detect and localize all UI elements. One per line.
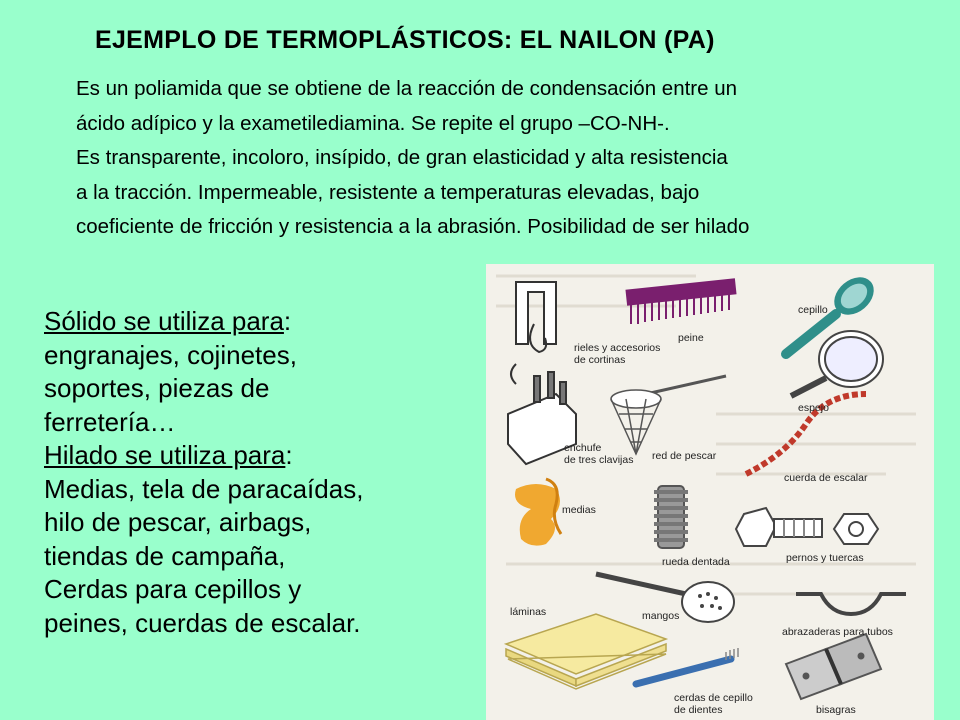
- thread-uses-heading: Hilado se utiliza para: [44, 440, 286, 470]
- label-mangos: mangos: [642, 610, 680, 622]
- thread-uses-line: Medias, tela de paracaídas,: [44, 473, 364, 504]
- label-cepillo: cepillo: [798, 304, 828, 316]
- solid-uses-line: engranajes, cojinetes,: [44, 339, 297, 370]
- illustration-drawings: [486, 264, 934, 720]
- description-line: coeficiente de fricción y resistencia a la abrasión. Posibilidad de ser hilado: [76, 215, 750, 238]
- heading-colon: :: [283, 306, 292, 336]
- uses-list: [44, 305, 474, 640]
- thread-uses-line: hilo de pescar, airbags,: [44, 507, 312, 537]
- gear-wheel-icon: [654, 486, 688, 548]
- description-text: [76, 72, 956, 245]
- heading-colon: :: [285, 440, 293, 470]
- label-laminas: láminas: [510, 606, 547, 618]
- label-rueda: rueda dentada: [662, 556, 730, 568]
- label-red: red de pescar: [652, 450, 717, 462]
- nylon-products-illustration: [486, 264, 934, 720]
- description-line: Es transparente, incoloro, insípido, de gran elasticidad y alta resistencia: [76, 146, 728, 169]
- solid-uses-heading: Sólido se utiliza para: [44, 306, 284, 336]
- solid-uses-line: ferretería…: [44, 406, 176, 437]
- label-peine: peine: [678, 332, 704, 344]
- thread-uses-line: Cerdas para cepillos y: [44, 574, 302, 604]
- thread-uses-line: peines, cuerdas de escalar.: [44, 607, 361, 638]
- slide-title: EJEMPLO DE TERMOPLÁSTICOS: EL NAILON (PA): [95, 26, 715, 54]
- description-line: ácido adípico y la exametilediamina. Se repite el grupo –CO-NH-.: [76, 111, 670, 135]
- label-cuerda: cuerda de escalar: [784, 472, 868, 484]
- label-bisagras: bisagras: [816, 704, 856, 716]
- label-medias: medias: [562, 504, 596, 516]
- label-abrazaderas: abrazaderas para tubos: [782, 626, 893, 638]
- description-line: a la tracción. Impermeable, resistente a temperaturas elevadas, bajo: [76, 180, 700, 204]
- label-enchufe: enchufe de tres clavijas: [564, 442, 634, 466]
- label-cerdas: cerdas de cepillo de dientes: [674, 692, 753, 716]
- label-pernos: pernos y tuercas: [786, 552, 864, 564]
- description-line: Es un poliamida que se obtiene de la reacción de condensación entre un: [76, 77, 738, 100]
- thread-uses-line: tiendas de campaña,: [44, 540, 286, 571]
- label-rieles: rieles y accesorios de cortinas: [574, 342, 661, 366]
- label-espejo: espejo: [798, 402, 829, 414]
- solid-uses-line: soportes, piezas de: [44, 373, 270, 403]
